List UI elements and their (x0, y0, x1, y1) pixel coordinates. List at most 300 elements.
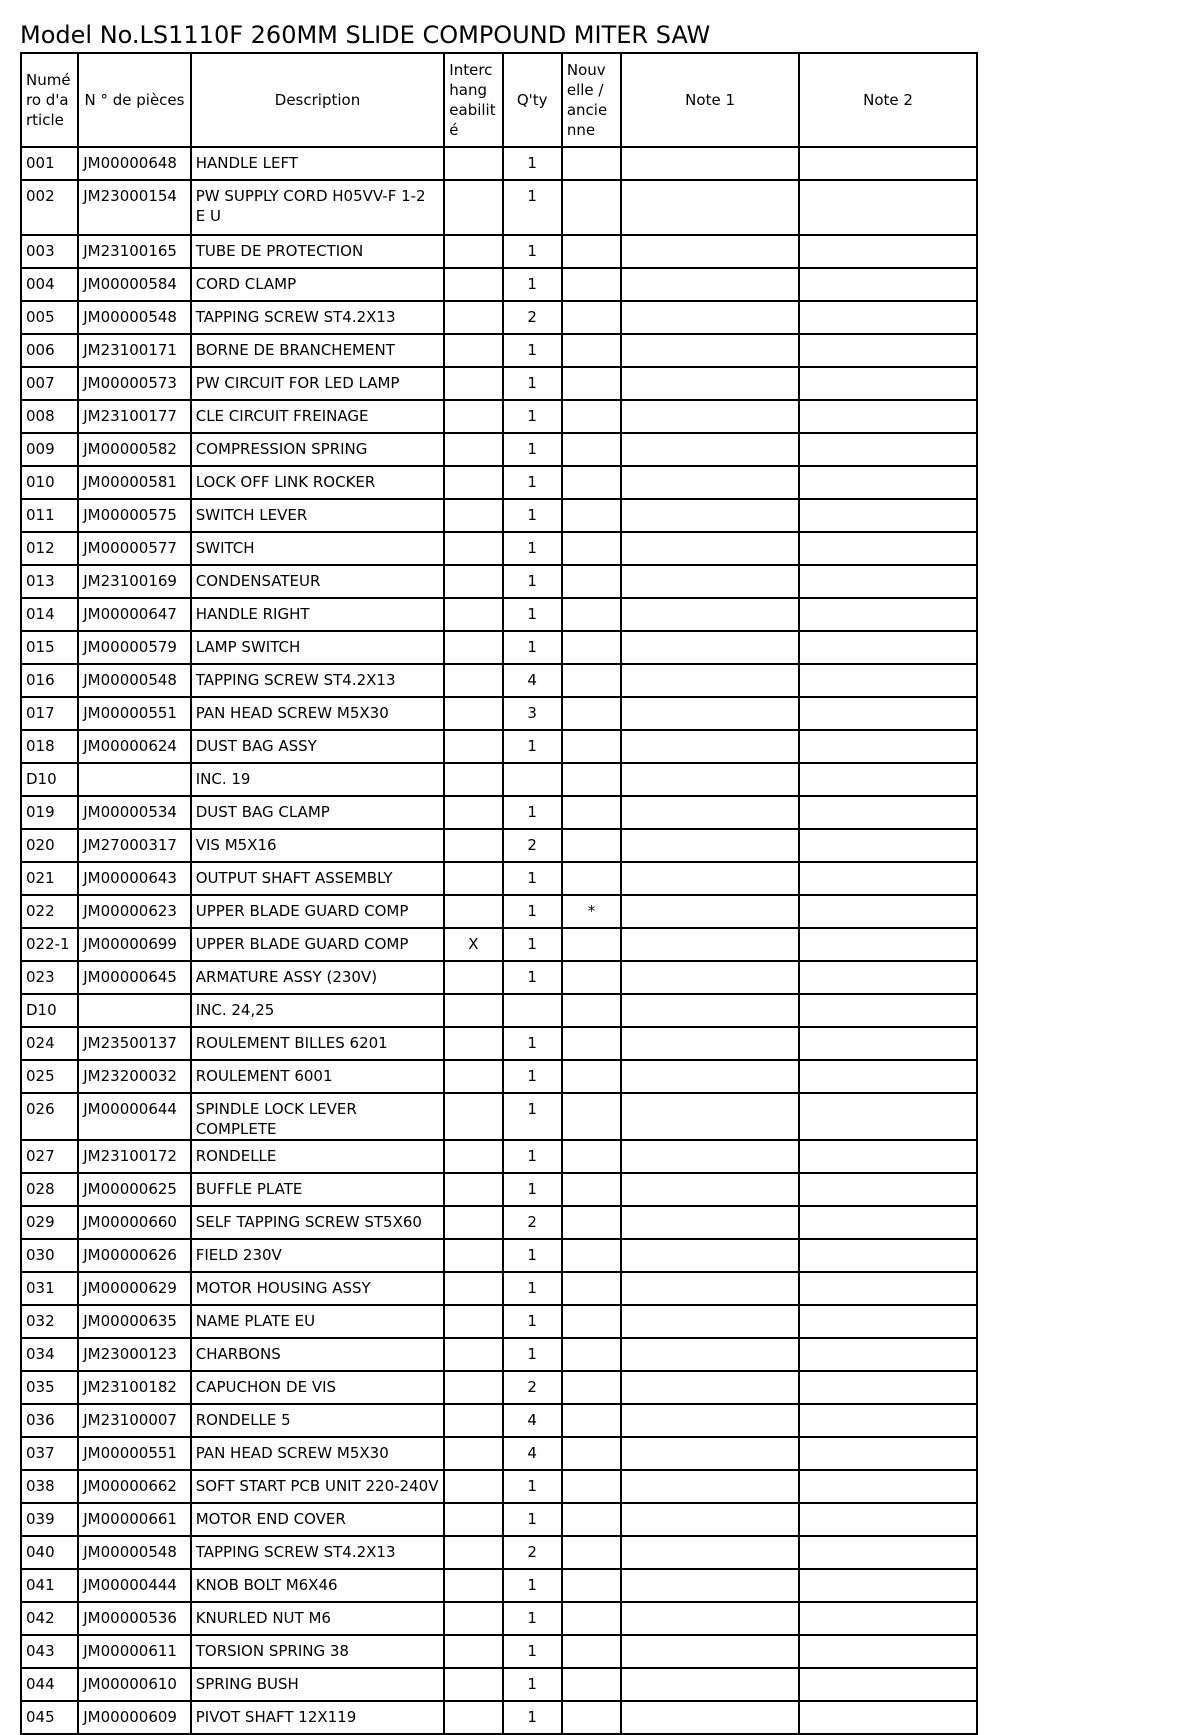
cell-description: SPRING BUSH (191, 1668, 445, 1701)
cell-description: DUST BAG ASSY (191, 730, 445, 763)
cell-quantity: 1 (503, 147, 562, 180)
cell-note-2 (799, 1305, 977, 1338)
cell-item-number: 036 (21, 1404, 78, 1437)
cell-item-number: 031 (21, 1272, 78, 1305)
cell-part-number (78, 994, 190, 1027)
cell-description: DUST BAG CLAMP (191, 796, 445, 829)
table-row (21, 1404, 977, 1437)
cell-quantity: 2 (503, 1206, 562, 1239)
cell-note-2 (799, 1602, 977, 1635)
cell-part-number: JM00000536 (78, 1602, 190, 1635)
cell-new-old (562, 730, 621, 763)
cell-part-number: JM23500137 (78, 1027, 190, 1060)
cell-note-1 (621, 1404, 799, 1437)
cell-part-number: JM23000123 (78, 1338, 190, 1371)
table-row (21, 367, 977, 400)
cell-part-number: JM00000548 (78, 301, 190, 334)
cell-quantity: 2 (503, 1536, 562, 1569)
cell-note-2 (799, 466, 977, 499)
cell-item-number: 018 (21, 730, 78, 763)
cell-note-1 (621, 994, 799, 1027)
cell-interchangeability (444, 1272, 502, 1305)
cell-description: BORNE DE BRANCHEMENT (191, 334, 445, 367)
cell-part-number: JM00000623 (78, 895, 190, 928)
cell-description: MOTOR HOUSING ASSY (191, 1272, 445, 1305)
cell-new-old (562, 1060, 621, 1093)
cell-interchangeability (444, 301, 502, 334)
cell-note-2 (799, 697, 977, 730)
cell-part-number: JM00000444 (78, 1569, 190, 1602)
table-row (21, 1239, 977, 1272)
cell-quantity: 1 (503, 796, 562, 829)
cell-interchangeability (444, 895, 502, 928)
cell-note-2 (799, 1060, 977, 1093)
cell-item-number: 014 (21, 598, 78, 631)
table-row (21, 334, 977, 367)
cell-new-old (562, 1437, 621, 1470)
cell-note-1 (621, 1470, 799, 1503)
cell-item-number: 024 (21, 1027, 78, 1060)
cell-new-old (562, 301, 621, 334)
table-row (21, 598, 977, 631)
cell-description: SWITCH (191, 532, 445, 565)
cell-part-number: JM00000644 (78, 1093, 190, 1140)
cell-quantity: 1 (503, 400, 562, 433)
cell-description: LOCK OFF LINK ROCKER (191, 466, 445, 499)
cell-interchangeability (444, 796, 502, 829)
cell-new-old (562, 1602, 621, 1635)
cell-note-2 (799, 1635, 977, 1668)
cell-part-number: JM23100169 (78, 565, 190, 598)
cell-new-old (562, 532, 621, 565)
cell-note-1 (621, 829, 799, 862)
cell-new-old (562, 1635, 621, 1668)
cell-item-number: 008 (21, 400, 78, 433)
cell-new-old (562, 1239, 621, 1272)
table-row (21, 730, 977, 763)
table-row (21, 796, 977, 829)
cell-quantity: 1 (503, 1239, 562, 1272)
cell-item-number: 020 (21, 829, 78, 862)
cell-item-number: 025 (21, 1060, 78, 1093)
cell-note-1 (621, 1536, 799, 1569)
cell-part-number: JM00000575 (78, 499, 190, 532)
cell-item-number: 028 (21, 1173, 78, 1206)
cell-part-number: JM00000645 (78, 961, 190, 994)
cell-item-number: 045 (21, 1701, 78, 1734)
cell-part-number: JM00000610 (78, 1668, 190, 1701)
cell-note-2 (799, 598, 977, 631)
cell-interchangeability (444, 763, 502, 796)
cell-new-old (562, 334, 621, 367)
table-row (21, 1060, 977, 1093)
cell-description: SOFT START PCB UNIT 220-240V (191, 1470, 445, 1503)
cell-interchangeability (444, 1536, 502, 1569)
cell-note-2 (799, 565, 977, 598)
cell-quantity (503, 763, 562, 796)
cell-part-number: JM00000611 (78, 1635, 190, 1668)
cell-new-old (562, 1140, 621, 1173)
cell-note-1 (621, 1701, 799, 1734)
cell-interchangeability (444, 994, 502, 1027)
cell-quantity: 4 (503, 1437, 562, 1470)
cell-new-old (562, 1206, 621, 1239)
cell-item-number: 007 (21, 367, 78, 400)
cell-description: UPPER BLADE GUARD COMP (191, 928, 445, 961)
cell-new-old (562, 1569, 621, 1602)
table-row (21, 1027, 977, 1060)
table-row (21, 1305, 977, 1338)
cell-quantity: 1 (503, 499, 562, 532)
cell-item-number: 032 (21, 1305, 78, 1338)
cell-description: INC. 19 (191, 763, 445, 796)
cell-note-2 (799, 235, 977, 268)
cell-interchangeability (444, 147, 502, 180)
cell-note-1 (621, 1060, 799, 1093)
cell-note-2 (799, 1569, 977, 1602)
cell-description: KNURLED NUT M6 (191, 1602, 445, 1635)
cell-quantity: 1 (503, 1338, 562, 1371)
cell-note-2 (799, 1027, 977, 1060)
cell-item-number: 016 (21, 664, 78, 697)
cell-item-number: 030 (21, 1239, 78, 1272)
cell-part-number: JM23200032 (78, 1060, 190, 1093)
cell-interchangeability (444, 1668, 502, 1701)
cell-new-old (562, 565, 621, 598)
cell-note-2 (799, 1140, 977, 1173)
cell-note-1 (621, 1635, 799, 1668)
cell-note-1 (621, 532, 799, 565)
cell-new-old (562, 829, 621, 862)
cell-note-2 (799, 1437, 977, 1470)
table-row (21, 532, 977, 565)
cell-quantity: 1 (503, 1140, 562, 1173)
cell-quantity: 1 (503, 1060, 562, 1093)
cell-new-old (562, 1305, 621, 1338)
cell-description: OUTPUT SHAFT ASSEMBLY (191, 862, 445, 895)
cell-note-2 (799, 147, 977, 180)
table-row (21, 1338, 977, 1371)
cell-interchangeability (444, 367, 502, 400)
cell-description: CORD CLAMP (191, 268, 445, 301)
cell-part-number: JM00000573 (78, 367, 190, 400)
cell-description: TORSION SPRING 38 (191, 1635, 445, 1668)
cell-item-number: 001 (21, 147, 78, 180)
cell-note-2 (799, 1668, 977, 1701)
cell-note-1 (621, 763, 799, 796)
cell-quantity: 1 (503, 1093, 562, 1140)
cell-note-1 (621, 565, 799, 598)
cell-quantity: 2 (503, 829, 562, 862)
cell-note-2 (799, 400, 977, 433)
cell-interchangeability (444, 1093, 502, 1140)
cell-new-old (562, 928, 621, 961)
cell-interchangeability (444, 730, 502, 763)
header-note-2: Note 2 (799, 53, 977, 147)
cell-item-number: 013 (21, 565, 78, 598)
cell-item-number: 021 (21, 862, 78, 895)
cell-quantity: 1 (503, 334, 562, 367)
cell-part-number: JM23100177 (78, 400, 190, 433)
cell-part-number: JM00000699 (78, 928, 190, 961)
document-title: Model No.LS1110F 260MM SLIDE COMPOUND MITER SAW (20, 21, 711, 49)
cell-description: COMPRESSION SPRING (191, 433, 445, 466)
cell-interchangeability (444, 664, 502, 697)
cell-note-2 (799, 631, 977, 664)
cell-quantity: 1 (503, 961, 562, 994)
cell-interchangeability (444, 499, 502, 532)
cell-note-2 (799, 367, 977, 400)
cell-interchangeability (444, 1140, 502, 1173)
cell-note-2 (799, 1470, 977, 1503)
cell-quantity: 4 (503, 1404, 562, 1437)
cell-description: FIELD 230V (191, 1239, 445, 1272)
cell-interchangeability (444, 400, 502, 433)
cell-description: CAPUCHON DE VIS (191, 1371, 445, 1404)
cell-item-number: 041 (21, 1569, 78, 1602)
cell-note-1 (621, 796, 799, 829)
cell-quantity: 1 (503, 565, 562, 598)
cell-interchangeability (444, 1635, 502, 1668)
cell-new-old (562, 1701, 621, 1734)
cell-new-old (562, 367, 621, 400)
cell-note-1 (621, 862, 799, 895)
cell-item-number: 012 (21, 532, 78, 565)
cell-quantity: 1 (503, 631, 562, 664)
cell-note-2 (799, 1536, 977, 1569)
cell-note-1 (621, 631, 799, 664)
cell-quantity: 1 (503, 730, 562, 763)
cell-note-1 (621, 1206, 799, 1239)
cell-description: MOTOR END COVER (191, 1503, 445, 1536)
table-row (21, 1701, 977, 1734)
cell-note-1 (621, 268, 799, 301)
cell-description: ROULEMENT 6001 (191, 1060, 445, 1093)
cell-interchangeability (444, 433, 502, 466)
cell-new-old (562, 1536, 621, 1569)
cell-interchangeability (444, 1060, 502, 1093)
cell-part-number: JM00000584 (78, 268, 190, 301)
cell-note-1 (621, 1503, 799, 1536)
cell-new-old (562, 961, 621, 994)
cell-part-number: JM00000661 (78, 1503, 190, 1536)
cell-interchangeability (444, 565, 502, 598)
cell-interchangeability (444, 1371, 502, 1404)
cell-quantity: 2 (503, 1371, 562, 1404)
cell-interchangeability (444, 598, 502, 631)
table-row (21, 1470, 977, 1503)
cell-interchangeability (444, 1338, 502, 1371)
cell-note-2 (799, 433, 977, 466)
cell-item-number: 006 (21, 334, 78, 367)
cell-new-old (562, 1027, 621, 1060)
table-header (21, 53, 977, 147)
cell-quantity: 3 (503, 697, 562, 730)
cell-item-number: 039 (21, 1503, 78, 1536)
cell-part-number: JM00000581 (78, 466, 190, 499)
cell-note-1 (621, 1027, 799, 1060)
table-row (21, 400, 977, 433)
cell-part-number: JM00000662 (78, 1470, 190, 1503)
cell-item-number: D10 (21, 763, 78, 796)
cell-interchangeability (444, 1470, 502, 1503)
cell-note-1 (621, 1305, 799, 1338)
header-quantity: Q'ty (503, 53, 562, 147)
cell-part-number: JM23100182 (78, 1371, 190, 1404)
cell-note-2 (799, 334, 977, 367)
cell-note-1 (621, 1602, 799, 1635)
table-row (21, 829, 977, 862)
cell-item-number: 015 (21, 631, 78, 664)
cell-description: VIS M5X16 (191, 829, 445, 862)
cell-interchangeability (444, 334, 502, 367)
cell-quantity: 1 (503, 1602, 562, 1635)
cell-new-old (562, 664, 621, 697)
header-new-old: Nouv elle / ancie nne (562, 53, 621, 147)
cell-part-number: JM00000660 (78, 1206, 190, 1239)
cell-quantity: 1 (503, 1503, 562, 1536)
cell-new-old (562, 697, 621, 730)
cell-note-2 (799, 1404, 977, 1437)
cell-note-2 (799, 180, 977, 235)
table-row (21, 147, 977, 180)
cell-new-old (562, 1338, 621, 1371)
table-row (21, 1668, 977, 1701)
cell-description: TAPPING SCREW ST4.2X13 (191, 301, 445, 334)
cell-description: TAPPING SCREW ST4.2X13 (191, 664, 445, 697)
cell-interchangeability (444, 631, 502, 664)
cell-description: KNOB BOLT M6X46 (191, 1569, 445, 1602)
cell-description: PW CIRCUIT FOR LED LAMP (191, 367, 445, 400)
cell-interchangeability (444, 235, 502, 268)
table-row (21, 862, 977, 895)
cell-part-number: JM23000154 (78, 180, 190, 235)
cell-interchangeability (444, 961, 502, 994)
cell-quantity: 1 (503, 466, 562, 499)
cell-note-1 (621, 1569, 799, 1602)
cell-description: CONDENSATEUR (191, 565, 445, 598)
table-row (21, 565, 977, 598)
cell-part-number: JM27000317 (78, 829, 190, 862)
cell-note-2 (799, 862, 977, 895)
cell-quantity: 4 (503, 664, 562, 697)
cell-item-number: 023 (21, 961, 78, 994)
table-row (21, 1272, 977, 1305)
cell-part-number: JM00000629 (78, 1272, 190, 1305)
cell-quantity: 1 (503, 532, 562, 565)
cell-quantity: 1 (503, 1027, 562, 1060)
cell-interchangeability (444, 268, 502, 301)
cell-interchangeability (444, 1701, 502, 1734)
cell-note-2 (799, 532, 977, 565)
cell-note-1 (621, 367, 799, 400)
cell-item-number: 022 (21, 895, 78, 928)
cell-note-1 (621, 961, 799, 994)
cell-note-1 (621, 1668, 799, 1701)
header-item-number: Numé ro d'a rticle (21, 53, 78, 147)
cell-interchangeability (444, 1027, 502, 1060)
table-row (21, 994, 977, 1027)
cell-description: TAPPING SCREW ST4.2X13 (191, 1536, 445, 1569)
cell-note-2 (799, 1338, 977, 1371)
cell-note-1 (621, 598, 799, 631)
table-row (21, 466, 977, 499)
cell-item-number: 042 (21, 1602, 78, 1635)
cell-note-1 (621, 235, 799, 268)
cell-item-number: 009 (21, 433, 78, 466)
table-row (21, 1437, 977, 1470)
cell-note-1 (621, 466, 799, 499)
cell-part-number: JM00000551 (78, 697, 190, 730)
cell-description: NAME PLATE EU (191, 1305, 445, 1338)
cell-item-number: 010 (21, 466, 78, 499)
cell-description: HANDLE LEFT (191, 147, 445, 180)
table-row (21, 1173, 977, 1206)
cell-description: PAN HEAD SCREW M5X30 (191, 1437, 445, 1470)
cell-description: PW SUPPLY CORD H05VV-F 1-2 E U (191, 180, 445, 235)
cell-quantity: 1 (503, 1305, 562, 1338)
table-row (21, 268, 977, 301)
cell-note-2 (799, 1503, 977, 1536)
cell-note-1 (621, 895, 799, 928)
cell-note-2 (799, 961, 977, 994)
cell-description: RONDELLE 5 (191, 1404, 445, 1437)
cell-note-2 (799, 301, 977, 334)
header-row (21, 53, 977, 147)
cell-note-2 (799, 664, 977, 697)
cell-new-old (562, 1668, 621, 1701)
cell-quantity: 1 (503, 433, 562, 466)
cell-part-number: JM23100172 (78, 1140, 190, 1173)
cell-description: TUBE DE PROTECTION (191, 235, 445, 268)
cell-new-old: * (562, 895, 621, 928)
cell-part-number: JM00000643 (78, 862, 190, 895)
cell-note-1 (621, 180, 799, 235)
cell-description: LAMP SWITCH (191, 631, 445, 664)
cell-note-2 (799, 268, 977, 301)
table-row (21, 499, 977, 532)
cell-new-old (562, 499, 621, 532)
cell-new-old (562, 1470, 621, 1503)
cell-item-number: 019 (21, 796, 78, 829)
cell-item-number: 011 (21, 499, 78, 532)
cell-note-1 (621, 301, 799, 334)
cell-note-2 (799, 829, 977, 862)
cell-note-2 (799, 1371, 977, 1404)
cell-quantity (503, 994, 562, 1027)
cell-item-number: D10 (21, 994, 78, 1027)
cell-quantity: 1 (503, 862, 562, 895)
cell-note-2 (799, 1701, 977, 1734)
table-row (21, 1371, 977, 1404)
cell-new-old (562, 1272, 621, 1305)
cell-interchangeability (444, 1404, 502, 1437)
cell-note-1 (621, 1437, 799, 1470)
table-row (21, 664, 977, 697)
cell-quantity: 1 (503, 895, 562, 928)
table-row (21, 235, 977, 268)
cell-new-old (562, 1371, 621, 1404)
cell-new-old (562, 994, 621, 1027)
cell-quantity: 2 (503, 301, 562, 334)
cell-quantity: 1 (503, 1470, 562, 1503)
cell-interchangeability (444, 1239, 502, 1272)
cell-description: RONDELLE (191, 1140, 445, 1173)
cell-item-number: 027 (21, 1140, 78, 1173)
cell-note-1 (621, 400, 799, 433)
table-row (21, 763, 977, 796)
cell-quantity: 1 (503, 1668, 562, 1701)
